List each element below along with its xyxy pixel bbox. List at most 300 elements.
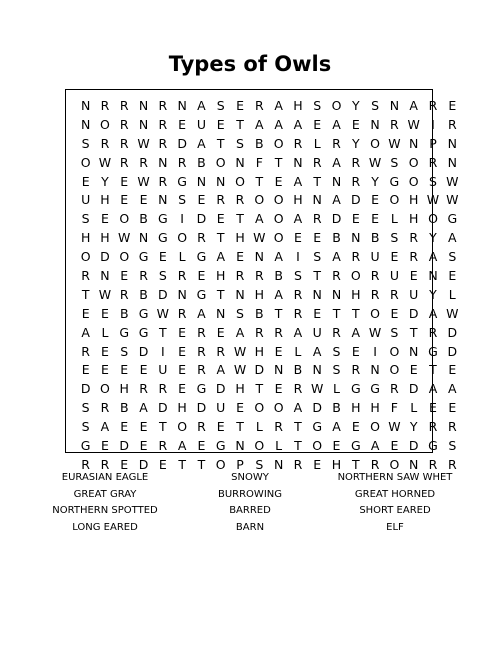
grid-letter[interactable]: E [448,362,457,378]
grid-letter[interactable]: O [370,305,381,321]
grid-letter[interactable]: R [216,192,226,208]
grid-letter[interactable]: E [274,343,283,359]
grid-letter[interactable]: G [157,211,168,227]
grid-letter[interactable]: O [215,154,226,170]
grid-letter[interactable]: O [370,135,381,151]
grid-letter[interactable]: S [332,343,341,359]
grid-letter[interactable]: O [177,230,188,246]
grid-letter[interactable]: R [197,324,206,340]
grid-letter[interactable]: R [351,154,361,170]
grid-letter[interactable]: O [119,211,130,227]
grid-letter[interactable]: T [313,268,322,284]
grid-letter[interactable]: E [178,362,187,378]
grid-letter[interactable]: R [139,381,148,397]
grid-letter[interactable]: R [100,456,110,472]
grid-letter[interactable]: E [351,211,360,227]
grid-letter[interactable]: D [254,362,265,378]
grid-letter[interactable]: E [158,456,167,472]
grid-letter[interactable]: O [235,173,245,189]
grid-letter[interactable]: N [100,268,110,284]
grid-letter[interactable]: E [178,116,187,132]
grid-letter[interactable]: E [139,192,148,208]
grid-letter[interactable]: S [158,268,167,284]
grid-letter[interactable]: U [370,249,380,265]
grid-letter[interactable]: U [196,116,206,132]
grid-letter[interactable]: O [80,249,91,265]
grid-letter[interactable]: R [254,268,264,284]
grid-letter[interactable]: N [158,192,168,208]
grid-letter[interactable]: A [197,98,206,113]
grid-letter[interactable]: R [409,230,419,246]
grid-letter[interactable]: R [332,268,341,284]
grid-letter[interactable]: E [236,400,244,416]
grid-letter[interactable]: W [311,381,324,397]
grid-letter[interactable]: E [100,362,109,378]
grid-letter[interactable]: N [216,305,226,321]
grid-letter[interactable]: O [100,116,110,132]
grid-letter[interactable]: D [350,192,361,208]
grid-letter[interactable]: R [428,324,438,340]
grid-letter[interactable]: U [158,362,168,378]
grid-letter[interactable]: E [197,268,206,284]
grid-letter[interactable]: E [313,456,322,472]
grid-letter[interactable]: W [137,173,150,189]
grid-letter[interactable]: O [273,211,284,227]
grid-letter[interactable]: T [429,362,437,378]
grid-letter[interactable]: E [81,362,90,378]
grid-letter[interactable]: R [370,268,380,284]
grid-letter[interactable]: R [254,98,264,113]
grid-letter[interactable]: O [80,154,91,170]
grid-letter[interactable]: R [332,135,341,151]
grid-letter[interactable]: U [216,400,226,416]
grid-letter[interactable]: E [390,438,399,454]
grid-letter[interactable]: R [158,98,168,113]
grid-letter[interactable]: E [81,173,90,189]
grid-letter[interactable]: E [274,381,283,397]
grid-letter[interactable]: E [236,98,244,113]
grid-letter[interactable]: H [216,268,226,284]
grid-letter[interactable]: O [408,154,419,170]
grid-letter[interactable]: D [196,400,207,416]
grid-letter[interactable]: R [293,305,303,321]
grid-letter[interactable]: R [100,98,110,113]
grid-letter[interactable]: A [177,438,187,454]
grid-letter[interactable]: E [313,230,322,246]
grid-letter[interactable]: D [408,381,419,397]
grid-letter[interactable]: O [273,135,284,151]
grid-letter[interactable]: Y [409,419,418,435]
grid-letter[interactable]: A [197,305,206,321]
grid-letter[interactable]: B [332,400,341,416]
grid-letter[interactable]: R [312,154,322,170]
grid-letter[interactable]: S [313,98,322,113]
grid-letter[interactable]: F [255,154,263,170]
grid-letter[interactable]: E [274,173,283,189]
grid-letter[interactable]: S [178,192,187,208]
grid-letter[interactable]: U [409,286,419,302]
grid-letter[interactable]: I [180,211,184,227]
grid-letter[interactable]: S [313,249,322,265]
grid-letter[interactable]: P [429,135,437,151]
grid-letter[interactable]: N [312,192,322,208]
grid-letter[interactable]: B [370,230,380,246]
grid-letter[interactable]: H [331,456,342,472]
grid-letter[interactable]: P [236,456,244,472]
grid-letter[interactable]: A [274,116,283,132]
grid-letter[interactable]: U [389,268,399,284]
grid-letter[interactable]: D [177,135,187,151]
grid-letter[interactable]: E [216,419,225,435]
grid-letter[interactable]: S [448,249,457,265]
grid-letter[interactable]: S [236,305,244,321]
grid-letter[interactable]: A [216,362,225,378]
grid-letter[interactable]: G [138,324,149,340]
grid-letter[interactable]: T [294,419,302,435]
grid-letter[interactable]: E [216,116,225,132]
grid-letter[interactable]: T [274,305,283,321]
grid-letter[interactable]: O [331,98,342,113]
grid-letter[interactable]: G [389,173,400,189]
grid-letter[interactable]: A [293,116,303,132]
grid-letter[interactable]: R [293,286,303,302]
grid-letter[interactable]: T [294,438,302,454]
grid-letter[interactable]: A [428,305,438,321]
grid-letter[interactable]: A [81,324,90,340]
grid-letter[interactable]: N [80,116,91,132]
grid-letter[interactable]: H [254,286,265,302]
grid-letter[interactable]: R [119,98,129,113]
grid-letter[interactable]: E [178,343,187,359]
grid-letter[interactable]: N [138,116,149,132]
grid-letter[interactable]: N [409,135,419,151]
grid-letter[interactable]: Y [351,135,360,151]
grid-letter[interactable]: N [331,173,342,189]
grid-letter[interactable]: H [408,211,419,227]
grid-letter[interactable]: R [390,381,399,397]
grid-letter[interactable]: N [196,173,207,189]
grid-letter[interactable]: B [255,135,264,151]
grid-letter[interactable]: R [177,268,187,284]
grid-letter[interactable]: T [159,324,167,340]
grid-letter[interactable]: W [388,135,401,151]
grid-letter[interactable]: G [138,305,149,321]
grid-letter[interactable]: N [138,98,149,113]
grid-letter[interactable]: O [312,438,323,454]
grid-letter[interactable]: E [120,362,129,378]
grid-letter[interactable]: N [80,98,91,113]
grid-letter[interactable]: A [351,324,361,340]
grid-letter[interactable]: T [351,456,360,472]
grid-letter[interactable]: I [373,343,377,359]
grid-letter[interactable]: A [448,230,457,246]
grid-letter[interactable]: Y [101,173,109,189]
grid-letter[interactable]: T [216,286,225,302]
grid-letter[interactable]: A [409,98,418,113]
grid-letter[interactable]: Y [351,98,360,113]
grid-letter[interactable]: O [370,419,381,435]
grid-letter[interactable]: S [81,419,90,435]
grid-letter[interactable]: R [351,362,361,378]
grid-letter[interactable]: D [215,381,226,397]
grid-letter[interactable]: N [177,286,187,302]
grid-letter[interactable]: W [368,154,382,170]
grid-letter[interactable]: O [350,268,361,284]
grid-letter[interactable]: L [294,343,302,359]
grid-letter[interactable]: W [137,135,150,151]
grid-letter[interactable]: S [293,268,302,284]
grid-letter[interactable]: L [333,381,340,397]
grid-letter[interactable]: D [447,343,458,359]
grid-letter[interactable]: I [431,116,435,132]
grid-letter[interactable]: E [448,98,457,113]
grid-letter[interactable]: L [275,438,283,454]
grid-letter[interactable]: E [216,211,225,227]
grid-letter[interactable]: A [370,438,380,454]
grid-letter[interactable]: E [100,343,109,359]
grid-letter[interactable]: S [371,98,380,113]
grid-letter[interactable]: A [139,400,148,416]
grid-letter[interactable]: B [255,305,264,321]
grid-letter[interactable]: U [312,324,322,340]
grid-letter[interactable]: E [120,173,129,189]
grid-letter[interactable]: A [332,116,341,132]
grid-letter[interactable]: E [351,116,360,132]
grid-letter[interactable]: E [178,324,187,340]
grid-letter[interactable]: E [197,192,206,208]
grid-letter[interactable]: R [197,362,206,378]
grid-letter[interactable]: B [332,230,341,246]
grid-letter[interactable]: N [235,154,245,170]
grid-letter[interactable]: N [447,154,457,170]
grid-letter[interactable]: D [119,438,130,454]
grid-letter[interactable]: D [100,249,110,265]
grid-letter[interactable]: G [428,343,438,359]
grid-letter[interactable]: N [273,456,284,472]
grid-letter[interactable]: R [254,324,264,340]
grid-letter[interactable]: A [255,211,264,227]
grid-letter[interactable]: E [120,268,129,284]
grid-letter[interactable]: O [389,456,400,472]
grid-letter[interactable]: T [178,456,186,472]
grid-letter[interactable]: E [100,438,109,454]
grid-letter[interactable]: R [428,456,438,472]
grid-letter[interactable]: G [138,249,149,265]
grid-letter[interactable]: R [293,456,303,472]
grid-letter[interactable]: F [390,400,398,416]
grid-letter[interactable]: E [216,324,225,340]
grid-letter[interactable]: E [120,192,129,208]
grid-letter[interactable]: T [216,135,225,151]
grid-letter[interactable]: W [446,305,459,321]
grid-letter[interactable]: O [389,343,400,359]
grid-letter[interactable]: O [100,381,110,397]
grid-letter[interactable]: T [159,419,167,435]
grid-letter[interactable]: W [446,192,459,208]
grid-letter[interactable]: N [370,116,380,132]
grid-letter[interactable]: R [447,116,457,132]
grid-letter[interactable]: N [254,249,264,265]
grid-letter[interactable]: O [389,192,400,208]
grid-letter[interactable]: H [351,286,361,302]
grid-letter[interactable]: A [216,249,225,265]
grid-letter[interactable]: T [332,305,341,321]
grid-letter[interactable]: D [408,305,419,321]
grid-letter[interactable]: E [351,419,360,435]
grid-letter[interactable]: T [313,173,322,189]
grid-letter[interactable]: R [119,116,129,132]
grid-letter[interactable]: G [177,173,187,189]
grid-letter[interactable]: U [81,192,91,208]
grid-letter[interactable]: E [390,305,399,321]
grid-letter[interactable]: N [389,98,400,113]
grid-letter[interactable]: O [273,192,284,208]
grid-letter[interactable]: N [447,135,457,151]
grid-letter[interactable]: A [428,381,438,397]
grid-letter[interactable]: D [158,400,168,416]
grid-letter[interactable]: E [332,438,341,454]
grid-letter[interactable]: S [390,154,399,170]
grid-letter[interactable]: N [273,362,284,378]
grid-letter[interactable]: D [138,456,149,472]
grid-letter[interactable]: E [197,438,206,454]
grid-letter[interactable]: H [293,98,303,113]
grid-letter[interactable]: E [139,419,148,435]
grid-letter[interactable]: A [332,419,341,435]
grid-letter[interactable]: H [100,230,110,246]
grid-letter[interactable]: G [196,381,207,397]
grid-letter[interactable]: G [350,381,361,397]
grid-letter[interactable]: B [274,268,283,284]
grid-letter[interactable]: R [119,154,129,170]
grid-letter[interactable]: A [293,324,303,340]
grid-letter[interactable]: Y [429,286,437,302]
grid-letter[interactable]: N [158,154,168,170]
grid-letter[interactable]: N [331,286,342,302]
grid-letter[interactable]: H [254,343,265,359]
grid-letter[interactable]: N [428,268,438,284]
grid-letter[interactable]: S [390,230,399,246]
grid-letter[interactable]: O [273,230,284,246]
grid-letter[interactable]: W [98,286,112,302]
grid-letter[interactable]: W [118,230,131,246]
grid-letter[interactable]: A [197,135,206,151]
grid-letter[interactable]: R [293,135,303,151]
grid-letter[interactable]: R [119,135,129,151]
grid-letter[interactable]: R [370,286,380,302]
grid-letter[interactable]: R [100,135,110,151]
grid-letter[interactable]: W [233,362,247,378]
grid-letter[interactable]: G [350,438,361,454]
grid-letter[interactable]: E [448,268,457,284]
grid-letter[interactable]: L [313,135,321,151]
grid-letter[interactable]: A [293,173,303,189]
grid-letter[interactable]: W [156,305,170,321]
grid-letter[interactable]: R [409,249,419,265]
grid-letter[interactable]: E [313,305,322,321]
grid-letter[interactable]: S [81,135,90,151]
grid-letter[interactable]: D [331,211,342,227]
grid-letter[interactable]: G [196,249,207,265]
grid-letter[interactable]: L [410,400,418,416]
grid-letter[interactable]: T [236,211,244,227]
grid-letter[interactable]: B [119,305,129,321]
grid-letter[interactable]: N [370,362,380,378]
grid-letter[interactable]: H [408,192,419,208]
grid-letter[interactable]: S [81,211,90,227]
grid-letter[interactable]: G [447,211,458,227]
grid-letter[interactable]: R [177,305,187,321]
grid-letter[interactable]: T [255,173,264,189]
grid-letter[interactable]: N [235,286,245,302]
grid-letter[interactable]: H [177,400,187,416]
grid-letter[interactable]: D [447,324,458,340]
grid-letter[interactable]: R [370,456,380,472]
grid-letter[interactable]: B [293,362,303,378]
grid-letter[interactable]: R [158,135,168,151]
grid-letter[interactable]: R [351,249,361,265]
grid-letter[interactable]: S [332,362,341,378]
grid-letter[interactable]: T [255,381,264,397]
grid-letter[interactable]: N [216,173,226,189]
grid-letter[interactable]: R [81,268,90,284]
grid-letter[interactable]: R [139,154,148,170]
grid-letter[interactable]: B [119,400,129,416]
grid-letter[interactable]: D [138,343,149,359]
grid-letter[interactable]: E [139,362,148,378]
grid-letter[interactable]: H [293,192,303,208]
grid-letter[interactable]: G [370,381,380,397]
grid-letter[interactable]: D [408,438,419,454]
grid-letter[interactable]: A [274,249,283,265]
grid-letter[interactable]: D [158,286,168,302]
grid-letter[interactable]: R [312,211,322,227]
grid-letter[interactable]: W [253,230,266,246]
grid-letter[interactable]: N [235,438,245,454]
grid-letter[interactable]: A [235,324,245,340]
grid-letter[interactable]: R [274,324,283,340]
grid-letter[interactable]: G [428,438,438,454]
grid-letter[interactable]: W [446,173,459,189]
grid-letter[interactable]: A [293,400,303,416]
grid-letter[interactable]: A [312,343,322,359]
grid-letter[interactable]: E [120,456,129,472]
grid-letter[interactable]: A [274,286,283,302]
grid-letter[interactable]: E [390,249,399,265]
grid-letter[interactable]: L [255,419,263,435]
grid-letter[interactable]: I [296,249,300,265]
grid-letter[interactable]: A [332,154,341,170]
grid-letter[interactable]: N [293,154,303,170]
grid-letter[interactable]: E [351,343,360,359]
grid-letter[interactable]: N [409,343,419,359]
grid-letter[interactable]: R [274,419,283,435]
grid-letter[interactable]: O [428,211,438,227]
grid-letter[interactable]: G [312,419,323,435]
grid-letter[interactable]: T [216,230,225,246]
grid-letter[interactable]: O [273,400,284,416]
grid-letter[interactable]: O [254,192,265,208]
grid-letter[interactable]: Y [371,173,379,189]
grid-letter[interactable]: R [332,324,341,340]
grid-letter[interactable]: R [119,286,129,302]
grid-letter[interactable]: O [389,362,400,378]
grid-letter[interactable]: S [120,343,129,359]
grid-letter[interactable]: A [332,192,341,208]
grid-letter[interactable]: I [160,343,165,359]
grid-letter[interactable]: D [80,381,91,397]
grid-letter[interactable]: E [409,362,418,378]
